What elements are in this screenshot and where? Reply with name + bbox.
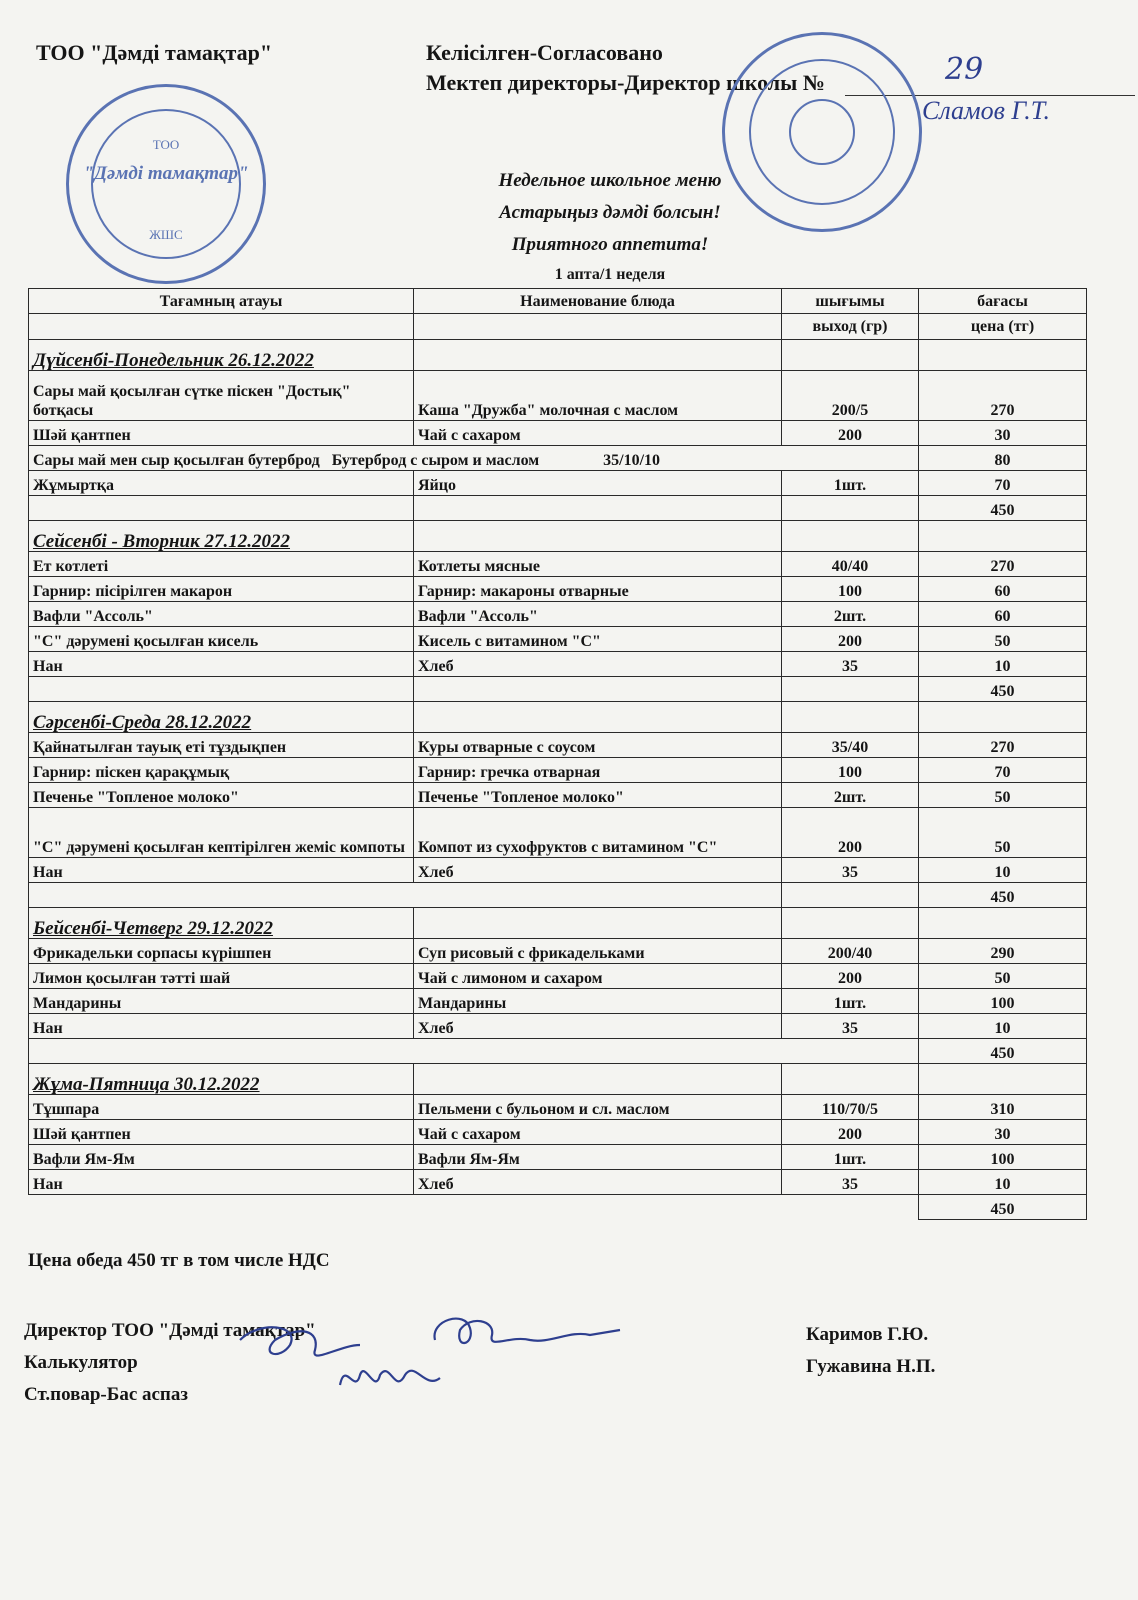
day-row bbox=[29, 908, 1087, 939]
table-row: Нан Хлеб 35 10 bbox=[29, 1170, 1087, 1195]
role-calculator: Калькулятор bbox=[24, 1352, 138, 1373]
day-total: 450 bbox=[919, 677, 1087, 702]
col-header-price-unit: цена (тг) bbox=[919, 314, 1087, 340]
table-row: Сары май қосылған сүтке піскен "Достық" ботқасы Каша "Дружба" молочная с маслом 200/5 270 bbox=[29, 371, 1087, 421]
name-director: Каримов Г.Ю. bbox=[806, 1324, 929, 1345]
table-row: Печенье "Топленое молоко" Печенье "Топленое молоко" 2шт. 50 bbox=[29, 783, 1087, 808]
table-row: Мандарины Мандарины 1шт. 100 bbox=[29, 989, 1087, 1014]
day-total: 450 bbox=[919, 1039, 1087, 1064]
agreed-label: Келісілген-Согласовано bbox=[426, 40, 663, 65]
table-header-row-2 bbox=[29, 314, 1087, 340]
table-row: Вафли Ям-Ям Вафли Ям-Ям 1шт. 100 bbox=[29, 1145, 1087, 1170]
col-header-kz: Тағамның атауы bbox=[29, 289, 414, 314]
table-header-row bbox=[29, 289, 1087, 314]
day-friday: Жұма-Пятница 30.12.2022 bbox=[29, 1064, 414, 1095]
school-number: 29 bbox=[945, 52, 984, 87]
emblem-icon bbox=[789, 99, 855, 165]
table-row: Нан Хлеб 35 10 bbox=[29, 1014, 1087, 1039]
day-row bbox=[29, 340, 1087, 371]
day-total: 450 bbox=[919, 496, 1087, 521]
day-total: 450 bbox=[919, 1195, 1087, 1220]
company-stamp: ТОО "Дәмді тамақтар" ЖШС bbox=[66, 84, 266, 284]
day-tuesday: Сейсенбі - Вторник 27.12.2022 bbox=[29, 521, 414, 552]
menu-table bbox=[28, 288, 1087, 1220]
table-row: Фрикадельки сорпасы күрішпен Суп рисовый с фрикадельками 200/40 290 bbox=[29, 939, 1087, 964]
table-row: Жұмыртқа Яйцо 1шт. 70 bbox=[29, 471, 1087, 496]
table-row: Қайнатылған тауық еті тұздықпен Куры отварные с соусом 35/40 270 bbox=[29, 733, 1087, 758]
table-row: Гарнир: піскен қарақұмық Гарнир: гречка отварная 100 70 bbox=[29, 758, 1087, 783]
price-note: Цена обеда 450 тг в том числе НДС bbox=[28, 1250, 330, 1271]
signature-scribbles bbox=[230, 1300, 630, 1420]
table-row: Сары май мен сыр қосылған бутерброд Бутерброд с сыром и маслом 35/10/10 80 bbox=[29, 446, 1087, 471]
week-label: 1 апта/1 неделя bbox=[554, 266, 666, 283]
name-calculator: Гужавина Н.П. bbox=[806, 1356, 936, 1377]
table-row: "С" дәрумені қосылған кисель Кисель с витамином "С" 200 50 bbox=[29, 627, 1087, 652]
table-row: Шәй қантпен Чай с сахаром 200 30 bbox=[29, 1120, 1087, 1145]
day-monday: Дүйсенбі-Понедельник 26.12.2022 bbox=[29, 340, 414, 371]
total-row bbox=[29, 1195, 1087, 1220]
table-row: Нан Хлеб 35 10 bbox=[29, 652, 1087, 677]
col-header-price: бағасы bbox=[919, 289, 1087, 314]
title-weekly-menu: Недельное школьное меню bbox=[498, 170, 722, 191]
col-header-ru: Наименование блюда bbox=[414, 289, 782, 314]
table-row: Лимон қосылған тәтті шай Чай с лимоном и сахаром 200 50 bbox=[29, 964, 1087, 989]
total-row bbox=[29, 496, 1087, 521]
table-row: "С" дәрумені қосылған кептірілген жеміс компоты Компот из сухофруктов с витамином "С" 200 50 bbox=[29, 808, 1087, 858]
director-line: Мектеп директоры-Директор школы № bbox=[426, 70, 825, 95]
table-row: Шәй қантпен Чай с сахаром 200 30 bbox=[29, 421, 1087, 446]
calculator-signature-scribble bbox=[240, 1327, 360, 1355]
table-row: Нан Хлеб 35 10 bbox=[29, 858, 1087, 883]
table-row: Ет котлеті Котлеты мясные 40/40 270 bbox=[29, 552, 1087, 577]
total-row bbox=[29, 677, 1087, 702]
day-row bbox=[29, 1064, 1087, 1095]
table-row: Тұшпара Пельмени с бульоном и сл. маслом 110/70/5 310 bbox=[29, 1095, 1087, 1120]
total-row bbox=[29, 1039, 1087, 1064]
total-row bbox=[29, 883, 1087, 908]
day-total: 450 bbox=[919, 883, 1087, 908]
director-signature-scribble bbox=[435, 1319, 620, 1343]
company-name: ТОО "Дәмді тамақтар" bbox=[36, 40, 273, 65]
role-chef: Ст.повар-Бас аспаз bbox=[24, 1384, 189, 1405]
col-header-output-unit: выход (гр) bbox=[782, 314, 919, 340]
day-row bbox=[29, 702, 1087, 733]
col-header-output: шығымы bbox=[782, 289, 919, 314]
director-signature: Сламов Г.Т. bbox=[922, 96, 1051, 125]
day-row bbox=[29, 521, 1087, 552]
chef-signature-scribble bbox=[340, 1371, 440, 1385]
day-wednesday: Сәрсенбі-Среда 28.12.2022 bbox=[29, 702, 414, 733]
title-bon-appetit-ru: Приятного аппетита! bbox=[511, 234, 709, 255]
role-director: Директор ТОО "Дәмді тамақтар" bbox=[24, 1320, 316, 1341]
table-row: Гарнир: пісірілген макарон Гарнир: макароны отварные 100 60 bbox=[29, 577, 1087, 602]
day-thursday: Бейсенбі-Четверг 29.12.2022 bbox=[29, 908, 414, 939]
table-row: Вафли "Ассоль" Вафли "Ассоль" 2шт. 60 bbox=[29, 602, 1087, 627]
title-bon-appetit-kz: Астарыңыз дәмді болсын! bbox=[499, 202, 721, 223]
